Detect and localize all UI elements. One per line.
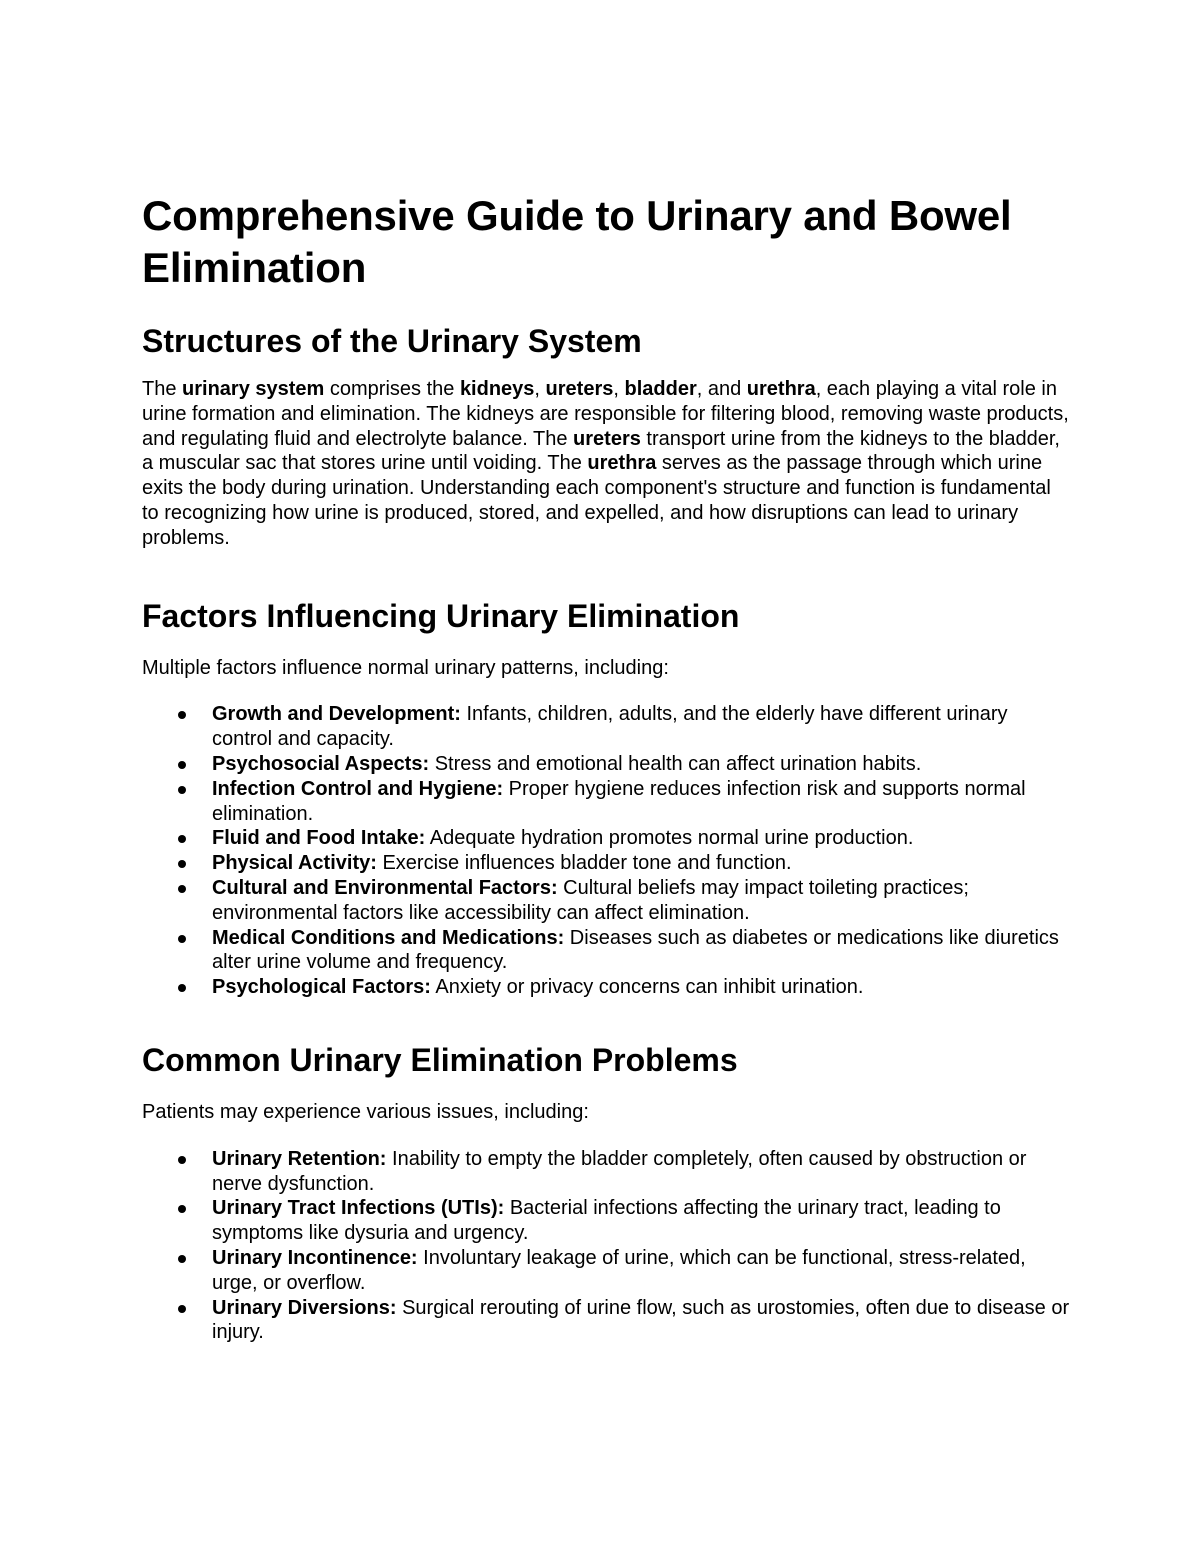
section-heading-problems: Common Urinary Elimination Problems <box>142 1041 738 1078</box>
bullet-icon <box>178 1205 186 1213</box>
bullet-icon <box>178 761 186 769</box>
list-item: Urinary Retention: Inability to empty the bladder completely, often caused by obstruction or nerve dysfunction. <box>142 1147 1072 1197</box>
structures-paragraph: The urinary system comprises the kidneys, ureters, bladder, and urethra, each playing a vital role in urine formation and elimination. The kidneys are responsible for filtering blood, removing waste products, and regulating fluid and electrolyte balance. The ureters transport urine from the kidneys to the bladder, a muscular sac that stores urine until voiding. The urethra serves as the passage through which urine exits the body during urination. Understanding each component's structure and function is fundamental to recognizing how urine is produced, stored, and expelled, and how disruptions can lead to urinary problems. <box>142 378 1069 549</box>
list-item: Urinary Tract Infections (UTIs): Bacterial infections affecting the urinary tract, leading to symptoms like dysuria and urgency. <box>142 1196 1072 1246</box>
bullet-icon <box>178 935 186 943</box>
list-item: Urinary Incontinence: Involuntary leakage of urine, which can be functional, stress-related, urge, or overflow. <box>142 1246 1072 1296</box>
list-item: Fluid and Food Intake: Adequate hydration promotes normal urine production. <box>142 826 1072 851</box>
problems-intro: Patients may experience various issues, including: <box>142 1100 589 1123</box>
document-page <box>142 190 1072 1345</box>
factors-list <box>142 702 1072 1000</box>
bullet-icon <box>178 711 186 719</box>
list-item: Growth and Development: Infants, children, adults, and the elderly have different urinary control and capacity. <box>142 702 1072 752</box>
bullet-icon <box>178 786 186 794</box>
section-heading-structures: Structures of the Urinary System <box>142 323 642 359</box>
list-item: Psychosocial Aspects: Stress and emotional health can affect urination habits. <box>142 752 1072 777</box>
section-heading-factors: Factors Influencing Urinary Elimination <box>142 597 740 634</box>
bullet-icon <box>178 984 186 992</box>
bullet-icon <box>178 1305 186 1313</box>
bullet-icon <box>178 885 186 893</box>
bullet-icon <box>178 1255 186 1263</box>
list-item: Physical Activity: Exercise influences bladder tone and function. <box>142 851 1072 876</box>
bullet-icon <box>178 835 186 843</box>
page-title: Comprehensive Guide to Urinary and Bowel Elimination <box>142 192 1012 291</box>
list-item: Infection Control and Hygiene: Proper hygiene reduces infection risk and supports normal elimination. <box>142 777 1072 827</box>
list-item: Urinary Diversions: Surgical rerouting of urine flow, such as urostomies, often due to disease or injury. <box>142 1296 1072 1346</box>
list-item: Psychological Factors: Anxiety or privacy concerns can inhibit urination. <box>142 975 1072 1000</box>
bullet-icon <box>178 860 186 868</box>
list-item: Medical Conditions and Medications: Diseases such as diabetes or medications like diuretics alter urine volume and frequency. <box>142 926 1072 976</box>
bullet-icon <box>178 1156 186 1164</box>
problems-list <box>142 1147 1072 1345</box>
factors-intro: Multiple factors influence normal urinary patterns, including: <box>142 656 669 679</box>
list-item: Cultural and Environmental Factors: Cultural beliefs may impact toileting practices; environmental factors like accessibility can affect elimination. <box>142 876 1072 926</box>
